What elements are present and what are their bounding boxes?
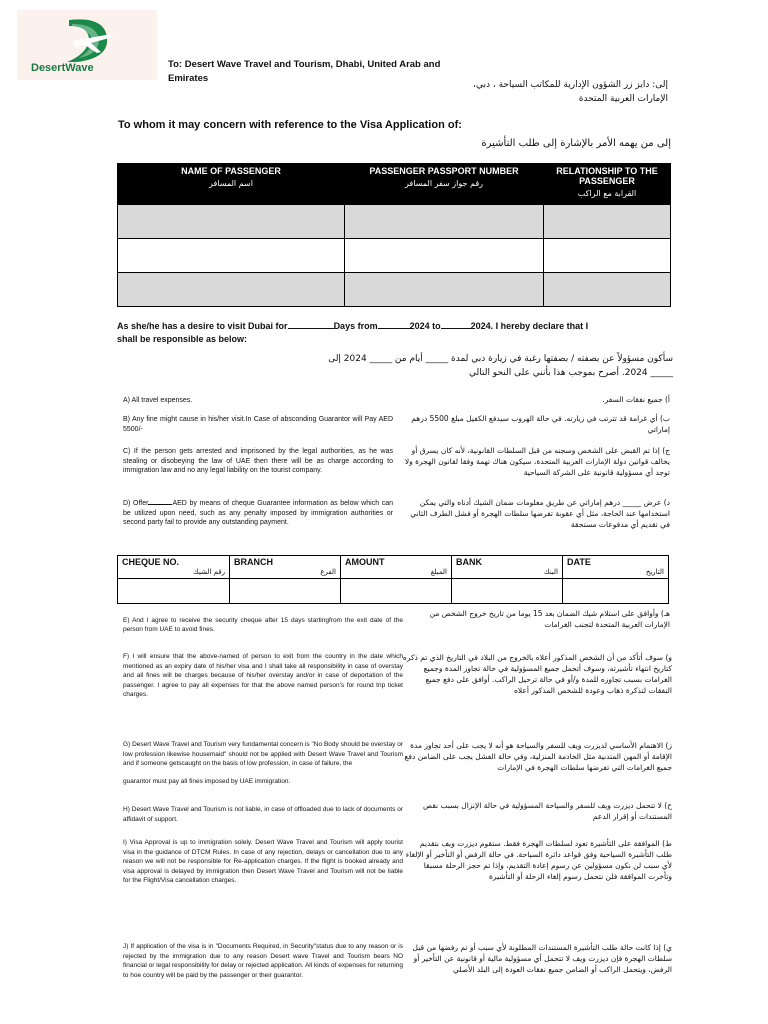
passenger-name-header: NAME OF PASSENGER اسم المسافر: [118, 164, 345, 205]
passport-number-field[interactable]: [345, 273, 544, 307]
clause-a-en: A) All travel expenses.: [123, 397, 193, 404]
days-blank[interactable]: [288, 328, 334, 329]
declaration-en: As she/he has a desire to visit Dubai for Days from 2024 to 2024. I hereby declare that I shall be responsible as below:: [117, 321, 589, 344]
relationship-header: RELATIONSHIP TO THE PASSENGER القرابة مع الراكب: [544, 164, 671, 205]
whom-heading-ar: إلى من يهمه الأمر بالإشارة إلى طلب التأشيرة: [481, 138, 671, 149]
passenger-name-field[interactable]: [118, 205, 345, 239]
date-field[interactable]: [563, 579, 669, 604]
relationship-field[interactable]: [544, 239, 671, 273]
relationship-field[interactable]: [544, 205, 671, 239]
bank-field[interactable]: [452, 579, 563, 604]
term-j-ar: ي) إذا كانت حالة طلب التأشيرة المستندات المطلوبة لأي سبب أو تم رفضها من قبل سلطات الهجرة فإن ديزرت ويف لا تتحمل أي مسؤولية مالية أو قانونية عن التأخير أو الرفض، ويتحمل الراكب أو الضامن جميع نفقات العودة إلى البلد الأصلي: [412, 943, 672, 974]
term-f-en: F) I will ensure that the above-named of person to exit from the country in the date which mentioned as an expiry date of his/her visa and I shall take all responsibility in case of overstay and all fines will be charges because of his/her overstay and/or in case of deportation of the passenger. I agree to pay all expenses for that the above named person's for round trip ticket charges.: [123, 653, 403, 698]
passport-number-field[interactable]: [345, 205, 544, 239]
cheque-table: [117, 555, 669, 604]
term-e-en: E) And I agree to receive the security cheque after 15 days startingfrom the exit date of the person from UAE to avoid fines.: [123, 617, 403, 633]
cheque-no-field[interactable]: [118, 579, 230, 604]
table-row: [118, 205, 671, 239]
term-e-ar: هـ) وأوافق على استلام شيك الضمان بعد 15 يوما من تاريخ خروج الشخص من الإمارات العربية المتحدة لتجنب الغرامات: [429, 609, 670, 629]
relationship-field[interactable]: [544, 273, 671, 307]
term-i-ar: ط) الموافقة على التأشيرة تعود لسلطات الهجرة فقط. ستقوم ديزرت ويف بتقديم طلب التأشيرة السياحية وفق قواعد دائرة السياحة. في حالة الرفض أو التأخير أو الإلغاء لأي سبب لن نكون مسؤولين عن رسوم إعادة التقديم، وإذا تم حجز الرحلة مسبقا وتأخرت الموافقة فلن نتحمل رسوم إلغاء الرحلة أو التأشيرة: [405, 839, 672, 881]
term-f-ar: و) سوف أتأكد من أن الشخص المذكور أعلاه بالخروج من البلاد في التاريخ الذي تم ذكره كتاريخ انتهاء تأشيرته، وسوف أتحمل جميع المسؤولية في حالة تجاوز المدة وجميع الغرامات بسبب تجاوزه للمدة و/أو في حالة ترحيل الراكب. أوافق على دفع جميع النفقات لتذكرة ذهاب وعودة للشخص المذكور أعلاه: [402, 653, 672, 695]
offer-amount-blank[interactable]: [148, 504, 172, 505]
amount-header: AMOUNT المبلغ: [341, 556, 452, 579]
passenger-table: [117, 163, 671, 307]
address-en: To: Desert Wave Travel and Tourism, Dhabi, United Arab and Emirates: [168, 59, 441, 84]
clause-b-en: B) Any fine might cause in his/her visit.In Case of absconding Guarantor will Pay AED 5500/-: [123, 416, 393, 433]
whom-heading-en: To whom it may concern with reference to the Visa Application of:: [118, 119, 462, 131]
term-g-en: G) Desert Wave Travel and Tourism very fundamental concern is "No Body should be overstay or low profession likewise housemaid" should not be applied with Desert Wave Travel and Tourism and if someone getscaught on the basis of low profession, in case of failure, the: [123, 741, 403, 767]
passenger-name-field[interactable]: [118, 273, 345, 307]
term-g-en-2: guarantor must pay all fines imposed by UAE immigration.: [123, 778, 291, 785]
amount-field[interactable]: [341, 579, 452, 604]
clause-c-en: C) If the person gets arrested and imprisoned by the legal authorities, as he was stealing or disobeying the law of UAE then there will be as charge according to immigration law and no any legal liability on the tourist company.: [123, 448, 393, 474]
cheque-no-header: CHEQUE NO. رقم الشيك: [118, 556, 230, 579]
from-date-blank[interactable]: [378, 328, 410, 329]
term-h-ar: ح) لا تتحمل ديزرت ويف للسفر والسياحة المسؤولية في حالة الإنزال بسبب نقص المستندات أو إقرار الدعم: [423, 801, 672, 821]
branch-field[interactable]: [230, 579, 341, 604]
bank-header: BANK البنك: [452, 556, 563, 579]
term-g-ar: ز) الاهتمام الأساسي لديزرت ويف للسفر والسياحة هو أنه لا يجب على أحد تجاوز مدة الإقامة أو المهن المتدنية مثل الخادمة المنزلية، وفي حالة الفشل يجب على الضامن دفع جميع الغرامات التي تفرضها سلطات الهجرة في الإمارات: [404, 741, 672, 772]
table-row: [118, 579, 669, 604]
clause-d-en: D) Offer AED by means of cheque Guarantee information as below which can be utilized upon need, such as any penalty imposed by immigration authorities or second party fail to provide any outstanding payment.: [123, 500, 394, 526]
clause-c-ar: ج) إذا تم القبض على الشخص وسجنه من قبل السلطات القانونية، لأنه كان يسرق أو يخالف قوانين دولة الإمارات العربية المتحدة، سيكون هناك تهمة وفقا لقانون الهجرة ولا توجد أي مسؤولية قانونية على الشركة السياحية: [404, 446, 670, 477]
table-row: [118, 273, 671, 307]
clause-a-ar: أ) جميع نفقات السفر.: [602, 395, 670, 404]
company-logo: [17, 10, 157, 80]
passport-number-header: PASSENGER PASSPORT NUMBER رقم جواز سفر المسافر: [345, 164, 544, 205]
term-j-en: J) If application of the visa is in "Documents Required, in Security"status due to any reason or is rejected by the immigration due to any reason Desert wave Travel and Tourism bears NO financial or legal responsibility for delay or rejected application. All kinds of expenses for returning to hoe country will be paid by the passenger or their guarantor.: [123, 943, 403, 979]
to-date-blank[interactable]: [441, 328, 471, 329]
declaration-ar: سأكون مسؤولاً عن بصفته / بصفتها رغبة في زيارة دبي لمدة _____ أيام من _____ 2024 إلى _____ 2024. أصرح بموجب هذا بأنني على النحو التالي: [328, 354, 673, 378]
clause-d-ar: د) عرض _____ درهم إماراتي عن طريق معلومات ضمان الشيك أدناه والتي يمكن استخدامها عند الحاجة، مثل أي عقوبة تفرضها سلطات الهجرة أو فشل الطرف الثاني في تقديم أي مدفوعات مستحقة: [410, 498, 670, 529]
clause-b-ar: ب) أي غرامة قد تترتب في زيارته. في حالة الهروب سيدفع الكفيل مبلغ 5500 درهم إماراتي: [411, 414, 670, 434]
table-row: [118, 239, 671, 273]
passport-number-field[interactable]: [345, 239, 544, 273]
logo-text: DesertWave: [31, 62, 94, 74]
term-h-en: H) Desert Wave Travel and Tourism is not liable, in case of offloaded due to lack of documents or affidavit of support.: [123, 806, 403, 823]
address-ar: إلى: دايز زر الشؤون الإدارية للمكاتب السياحة ، دبي، الإمارات العربية المتحدة: [473, 80, 668, 104]
term-i-en: I) Visa Approval is up to immigration solely. Desert Wave Travel and Tourism will apply tourist visa in the guidance of DTCM Rules. In case of any rejection, delays or cancellation due to any reason we will not be responsible for Re-application charges. If the flight is booked already and visa approval is delayed by immigration then Desert Wave Travel and Tourism will not be liable for the Flight/Visa cancellation charges.: [123, 839, 403, 884]
branch-header: BRANCH الفرع: [230, 556, 341, 579]
date-header: DATE التاريخ: [563, 556, 669, 579]
passenger-name-field[interactable]: [118, 239, 345, 273]
